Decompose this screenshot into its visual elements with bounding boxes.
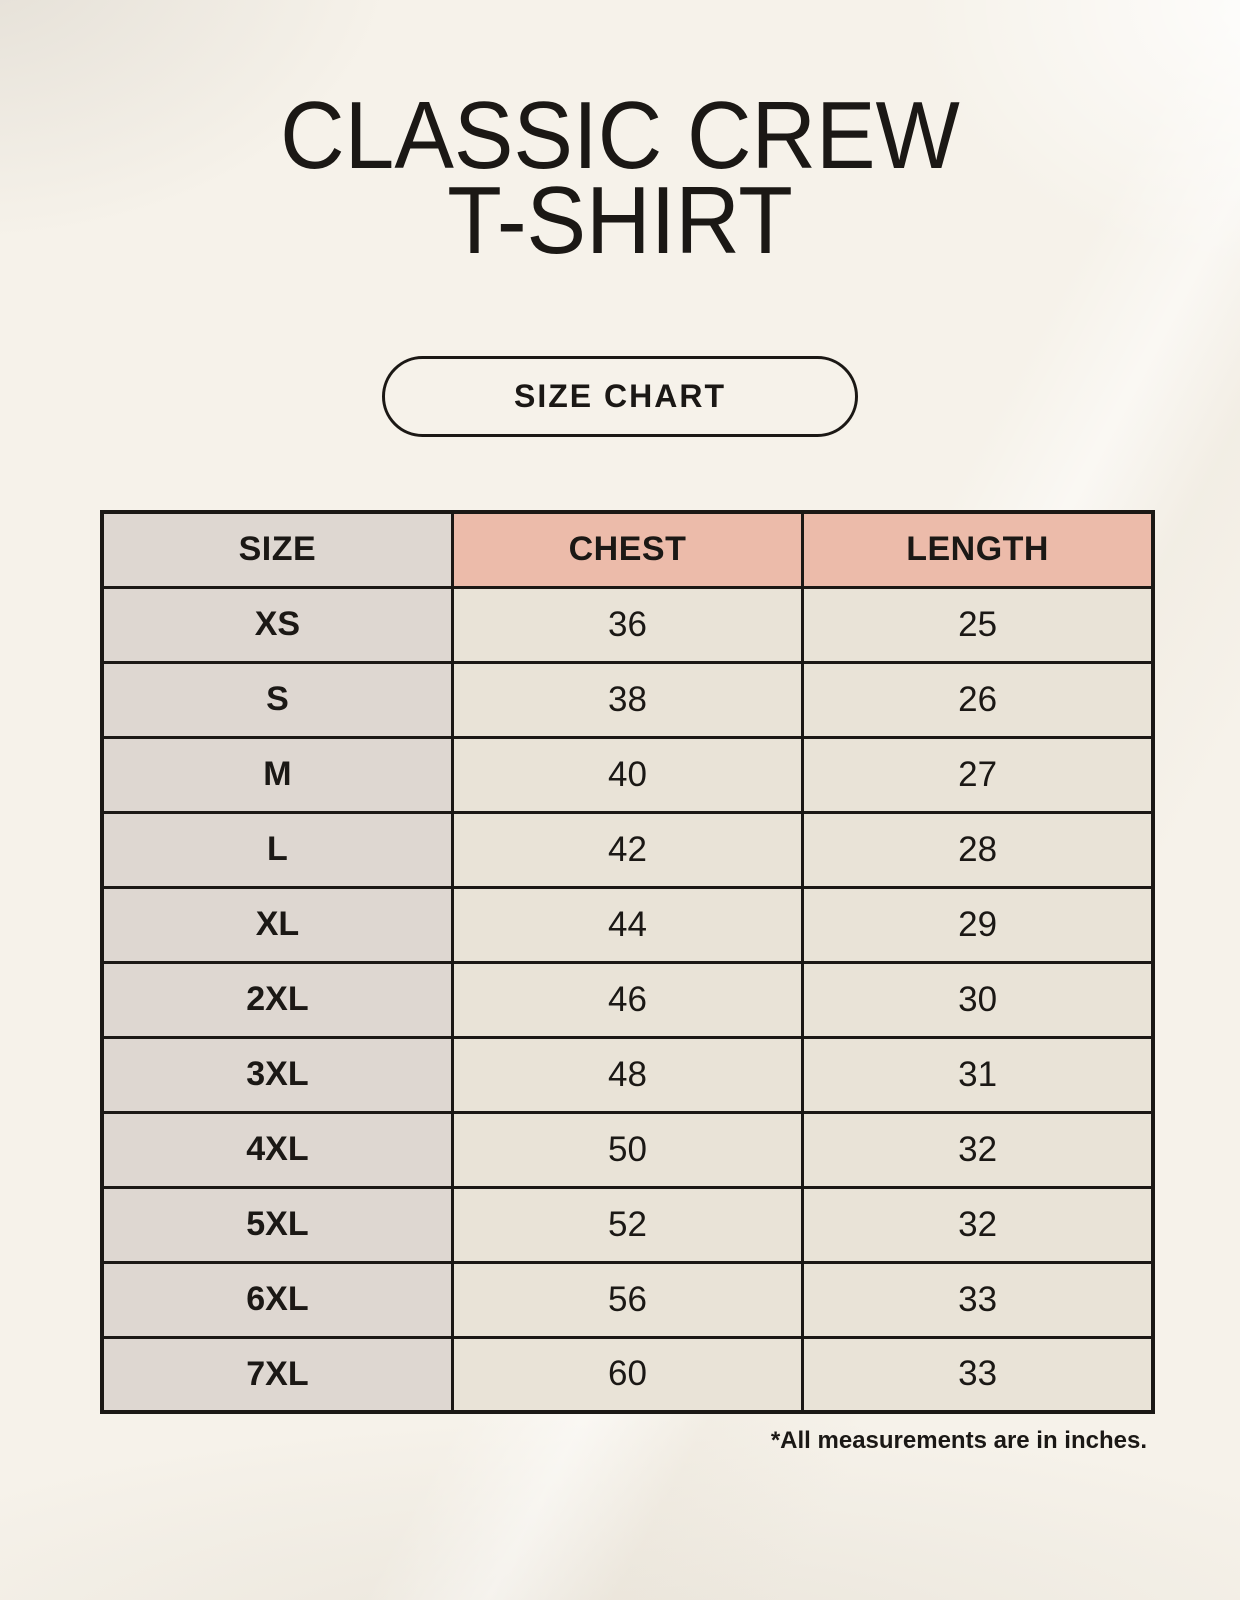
size-cell: 4XL [102,1112,452,1187]
table-row [102,962,1153,1037]
length-cell: 30 [803,962,1153,1037]
table-row [102,662,1153,737]
table-row [102,887,1153,962]
header-row [102,512,1153,587]
chest-cell: 60 [452,1337,802,1412]
length-cell: 26 [803,662,1153,737]
product-title-line1: CLASSIC CREW [280,82,960,189]
size-cell: M [102,737,452,812]
length-cell: 32 [803,1112,1153,1187]
measurements-footnote: *All measurements are in inches. [770,1427,1147,1454]
chest-cell: 44 [452,887,802,962]
column-header-length: LENGTH [803,512,1153,587]
column-header-size: SIZE [102,512,452,587]
length-cell: 27 [803,737,1153,812]
table-row [102,587,1153,662]
size-cell: 6XL [102,1262,452,1337]
size-cell: 2XL [102,962,452,1037]
length-cell: 33 [803,1337,1153,1412]
length-cell: 25 [803,587,1153,662]
table-row [102,1187,1153,1262]
chest-cell: 52 [452,1187,802,1262]
table-row [102,737,1153,812]
chest-cell: 50 [452,1112,802,1187]
product-title [0,0,1240,274]
chest-cell: 36 [452,587,802,662]
product-title-line2: T-SHIRT [447,167,793,274]
column-header-chest: CHEST [452,512,802,587]
chest-cell: 40 [452,737,802,812]
table-row [102,1262,1153,1337]
table-row [102,812,1153,887]
size-cell: XS [102,587,452,662]
size-chart-table [100,510,1155,1414]
length-cell: 29 [803,887,1153,962]
length-cell: 33 [803,1262,1153,1337]
size-cell: 5XL [102,1187,452,1262]
size-chart-button[interactable]: SIZE CHART [382,356,858,437]
table-row [102,1037,1153,1112]
chest-cell: 48 [452,1037,802,1112]
size-chart-section [100,510,1155,1455]
length-cell: 28 [803,812,1153,887]
table-row [102,1112,1153,1187]
length-cell: 31 [803,1037,1153,1112]
size-cell: S [102,662,452,737]
size-cell: 3XL [102,1037,452,1112]
table-row [102,1337,1153,1412]
chest-cell: 46 [452,962,802,1037]
chest-cell: 38 [452,662,802,737]
chest-cell: 42 [452,812,802,887]
size-cell: 7XL [102,1337,452,1412]
length-cell: 32 [803,1187,1153,1262]
size-cell: L [102,812,452,887]
chest-cell: 56 [452,1262,802,1337]
size-cell: XL [102,887,452,962]
